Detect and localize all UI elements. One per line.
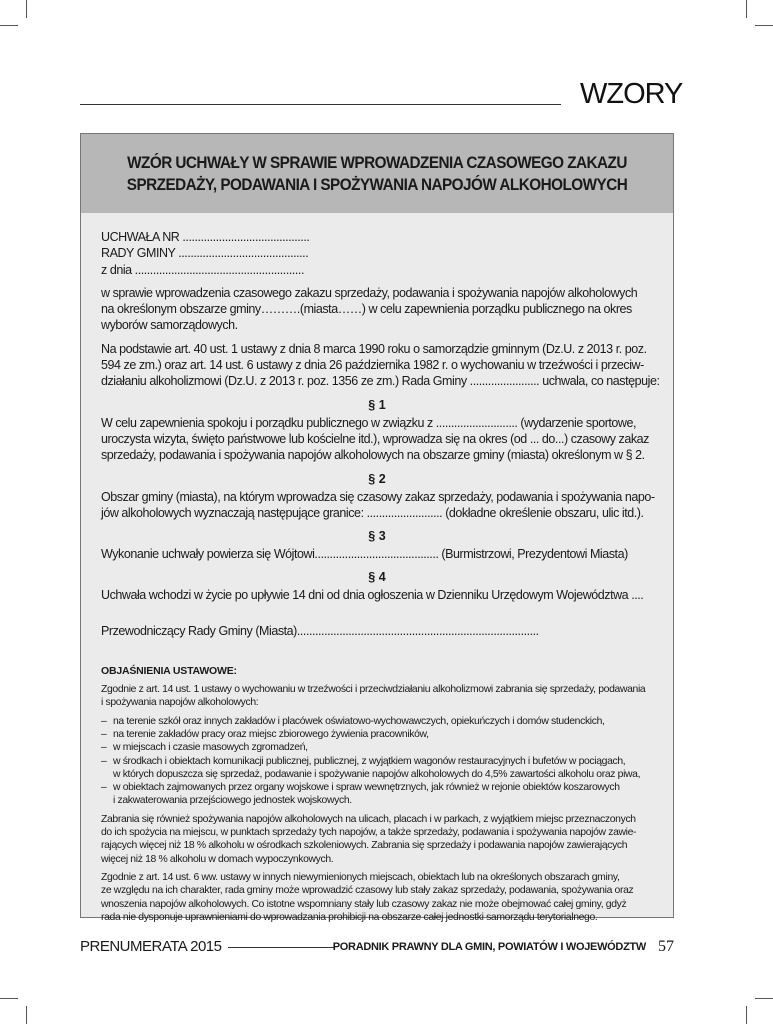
bullet-item	[101, 755, 653, 782]
bullet-item	[101, 715, 653, 728]
section-heading: § 4	[368, 570, 386, 585]
dash-bullet: –	[101, 755, 107, 767]
explanation-paragraph	[101, 813, 653, 866]
crop-mark	[0, 998, 18, 999]
box-title-line: SPRZEDAŻY, PODAWANIA I SPOŻYWANIA NAPOJÓW ALKOHOLOWYCH	[126, 174, 628, 194]
dash-bullet: –	[101, 728, 107, 740]
text-line: na terenie zakładów pracy oraz miejsc zbiorowego żywienia pracowników,	[113, 728, 429, 740]
text-line: w obiektach zajmowanych przez organy wojskowe i spraw wewnętrznych, jak również w rejonie obiektów koszarowych	[113, 782, 620, 794]
resolution-body	[81, 213, 673, 924]
text-line: Obszar gminy (miasta), na którym wprowadza się czasowy zakaz sprzedaży, podawania i spożywania napo-	[101, 489, 655, 504]
crop-mark	[26, 0, 27, 18]
dash-bullet: –	[101, 782, 107, 794]
section-title: WZORY	[580, 78, 683, 110]
text-line: jów alkoholowych wyznaczają następujące granice: ......................... (dokładne określenie obszaru, ulic itd.).	[101, 505, 644, 520]
spacer	[101, 611, 653, 623]
text-line: Wykonanie uchwały powierza się Wójtowi......................................... (Burmistrzowi, Prezydentowi Miasta)	[101, 547, 628, 562]
text-line: rada nie dysponuje uprawnieniami do wprowadzania prohibicji na obszarze całej jednostki samorządu terytorialnego.	[101, 911, 598, 923]
bullet-item	[101, 741, 653, 754]
text-line: Zgodnie z art. 14 ust. 6 ww. ustawy w innych niewymienionych miejscach, obiektach lub na określonych obszarach gminy,	[101, 871, 620, 883]
crop-mark	[746, 0, 747, 18]
text-line: w których dopuszcza się sprzedaż, podawanie i spożywanie napojów alkoholowych do 4,5% zawartości alkoholu oraz piwa,	[113, 768, 641, 780]
text-line: UCHWAŁA NR ..........................................	[101, 230, 310, 244]
text-line: w miejscach i czasie masowych zgromadzeń,	[113, 742, 308, 754]
text-line: Zabrania się również spożywania napojów alkoholowych na ulicach, placach i w parkach, z wyjątkiem miejsc przeznaczonych	[101, 813, 636, 825]
text-line: w środkach i obiektach komunikacji publicznej, publicznej, z wyjątkiem wagonów restauracyjnych i bufetów w pociągach,	[113, 755, 626, 767]
text-line: i spożywania napojów alkoholowych:	[101, 697, 259, 709]
box-title-line: WZÓR UCHWAŁY W SPRAWIE WPROWADZENIA CZASOWEGO ZAKAZU	[127, 152, 627, 172]
explanations-heading: OBJAŚNIENIA USTAWOWE:	[101, 665, 237, 678]
text-line: Na podstawie art. 40 ust. 1 ustawy z dnia 8 marca 1990 roku o samorządzie gminnym (Dz.U. z 2013 r. poz.	[101, 341, 647, 356]
section-heading: § 1	[368, 397, 386, 412]
bullet-text	[113, 715, 605, 728]
page-footer	[80, 938, 674, 958]
paragraph	[101, 489, 653, 522]
text-line: działaniu alkoholizmowi (Dz.U. z 2013 r. poz. 1356 ze zm.) Rada Gminy ....................... uchwala, co następuje:	[101, 374, 660, 389]
bullet-text	[113, 741, 308, 754]
text-line: do ich spożycia na miejscu, w punktach sprzedaży tych napojów, a także sprzedaży, podawania i spożywania napojów zawie-	[101, 827, 637, 839]
bullet-item	[101, 781, 653, 808]
bullet-text	[113, 728, 429, 741]
paragraph	[101, 229, 653, 278]
paragraph	[101, 587, 653, 603]
template-box	[80, 133, 674, 923]
box-header	[81, 134, 673, 213]
text-line: więcej niż 18 % alkoholu w domach wypoczynkowych.	[101, 853, 334, 865]
paragraph	[101, 546, 653, 562]
bullet-text	[113, 755, 640, 782]
text-line: RADY GMINY ...........................................	[101, 246, 309, 261]
dash-bullet: –	[101, 742, 107, 754]
footer-publication: PORADNIK PRAWNY DLA GMIN, POWIATÓW I WOJEWÓDZTW	[332, 941, 646, 953]
text-line: z dnia ........................................................	[101, 262, 304, 277]
text-line: W celu zapewnienia spokoju i porządku publicznego w związku z ........................... (wydarzenie sportowe,	[101, 415, 637, 430]
text-line: i zakwaterowania przejściowego jednostek wojskowych.	[113, 795, 352, 807]
section-heading: § 3	[368, 529, 386, 544]
footer-rule	[228, 947, 335, 948]
text-line: Uchwała wchodzi w życie po upływie 14 dni od dnia ogłoszenia w Dzienniku Urzędowym Województwa ....	[101, 588, 644, 603]
text-line: uroczysta wizyta, święto państwowe lub kościelne itd.), wprowadza się na okres (od ... do...) czasowy zakaz	[101, 431, 649, 446]
paragraph	[101, 623, 653, 639]
section-heading: § 2	[368, 471, 386, 486]
header-rule	[80, 104, 561, 105]
paragraph	[101, 341, 660, 390]
text-line: Przewodniczący Rady Gminy (Miasta)................................................................................	[101, 623, 539, 638]
dash-bullet: –	[101, 715, 107, 727]
paragraph	[101, 285, 653, 334]
explanation-paragraph	[101, 683, 653, 710]
text-line: rających więcej niż 18 % alkoholu w ośrodkach szkoleniowych. Zabrania się sprzedaży i podawania napojów zawierających	[101, 840, 628, 852]
text-line: sprzedaży, podawania i spożywania napojów alkoholowych na obszarze gminy (miasta) określonym w § 2.	[101, 448, 645, 463]
text-line: 594 ze zm.) oraz art. 14 ust. 6 ustawy z dnia 26 października 1982 r. o wychowaniu w trzeźwości i przeciw-	[101, 358, 644, 373]
page-number: 57	[658, 938, 674, 955]
bullet-item	[101, 728, 653, 741]
explanation-paragraph	[101, 871, 653, 924]
text-line: Zgodnie z art. 14 ust. 1 ustawy o wychowaniu w trzeźwości i przeciwdziałaniu alkoholizmowi zabrania się sprzedaży, podawania	[101, 684, 646, 696]
bullet-text	[113, 781, 620, 808]
crop-mark	[755, 25, 773, 26]
text-line: ze względu na ich charakter, rada gminy może wprowadzić czasowy lub stały zakaz sprzedaży, podawania, spożywania oraz	[101, 885, 634, 897]
crop-mark	[755, 998, 773, 999]
crop-mark	[746, 1006, 747, 1024]
text-line: w sprawie wprowadzenia czasowego zakazu sprzedaży, podawania i spożywania napojów alkoholowych	[101, 285, 638, 300]
text-line: na określonym obszarze gminy……….(miasta……) w celu zapewnienia porządku publicznego na okres	[101, 302, 632, 317]
text-line: wyborów samorządowych.	[101, 318, 238, 333]
crop-mark	[26, 1006, 27, 1024]
footer-subscription: PRENUMERATA 2015	[80, 938, 222, 955]
paragraph	[101, 415, 653, 464]
text-line: wnoszenia napojów alkoholowych. Co istotne wspomniany stały lub czasowy zakaz nie może obejmować całej gminy, gdyż	[101, 898, 627, 910]
crop-mark	[0, 25, 18, 26]
box-title	[127, 152, 627, 196]
text-line: na terenie szkół oraz innych zakładów i placówek oświatowo-wychowawczych, opiekuńczych i domów studenckich,	[113, 715, 605, 727]
